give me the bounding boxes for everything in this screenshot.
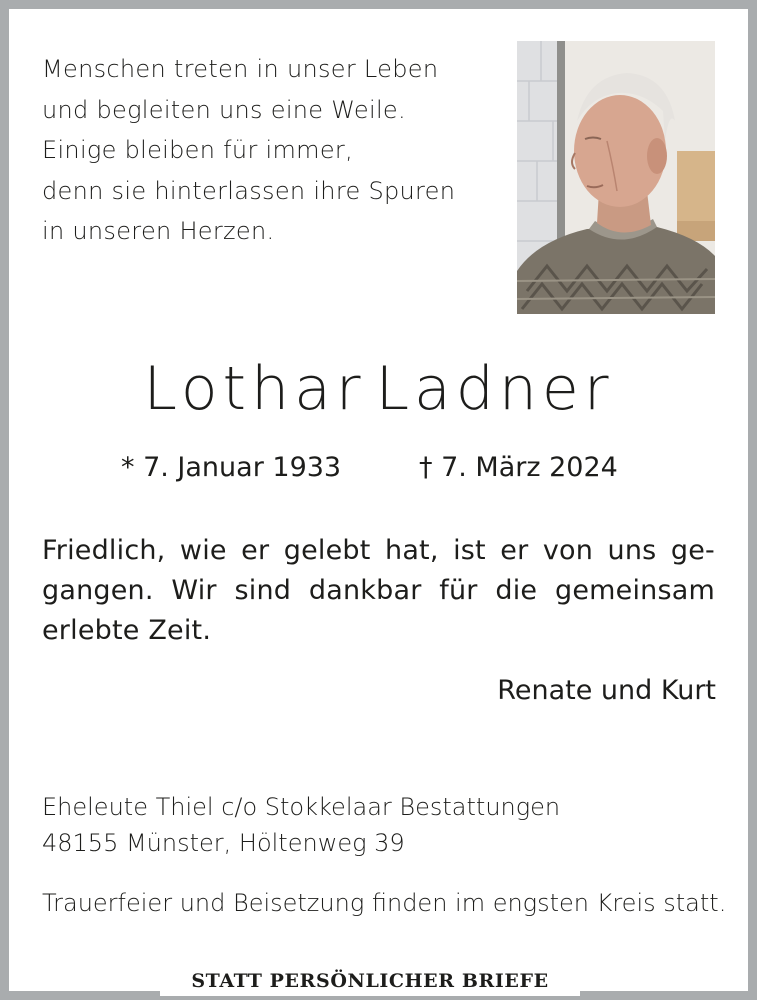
portrait-photo-illustration xyxy=(517,41,715,314)
poem xyxy=(42,49,455,252)
obituary-card xyxy=(9,9,748,991)
birth-date: * 7. Januar 1933 xyxy=(121,452,342,483)
signature: Renate und Kurt xyxy=(497,675,716,706)
poem-line: denn sie hinterlassen ihre Spuren xyxy=(42,176,456,205)
obituary-line: gangen. Wir sind dankbar für die gemeinsam xyxy=(42,575,715,606)
obituary-line: erlebte Zeit. xyxy=(42,615,212,646)
address-line: 48155 Münster, Höltenweg 39 xyxy=(42,829,405,857)
obituary-line: Friedlich, wie er gelebt hat, ist er von uns ge- xyxy=(42,535,715,566)
address-line: Eheleute Thiel c/o Stokkelaar Bestattungen xyxy=(42,793,561,821)
poem-line: in unseren Herzen. xyxy=(42,217,275,245)
poem-line: Einige bleiben für immer, xyxy=(42,136,354,164)
deceased-name: Lothar Ladner xyxy=(143,354,614,424)
obituary-text xyxy=(42,531,715,651)
portrait-photo xyxy=(517,41,715,314)
ceremony-note: Trauerfeier und Beisetzung finden im engsten Kreis statt. xyxy=(42,889,727,917)
poem-line: und begleiten uns eine Weile. xyxy=(42,95,406,124)
death-date: † 7. März 2024 xyxy=(419,452,618,483)
poem-line: Menschen treten in unser Leben xyxy=(42,55,439,83)
footer-label: STATT PERSÖNLICHER BRIEFE xyxy=(160,966,580,996)
contact-address xyxy=(42,789,560,861)
